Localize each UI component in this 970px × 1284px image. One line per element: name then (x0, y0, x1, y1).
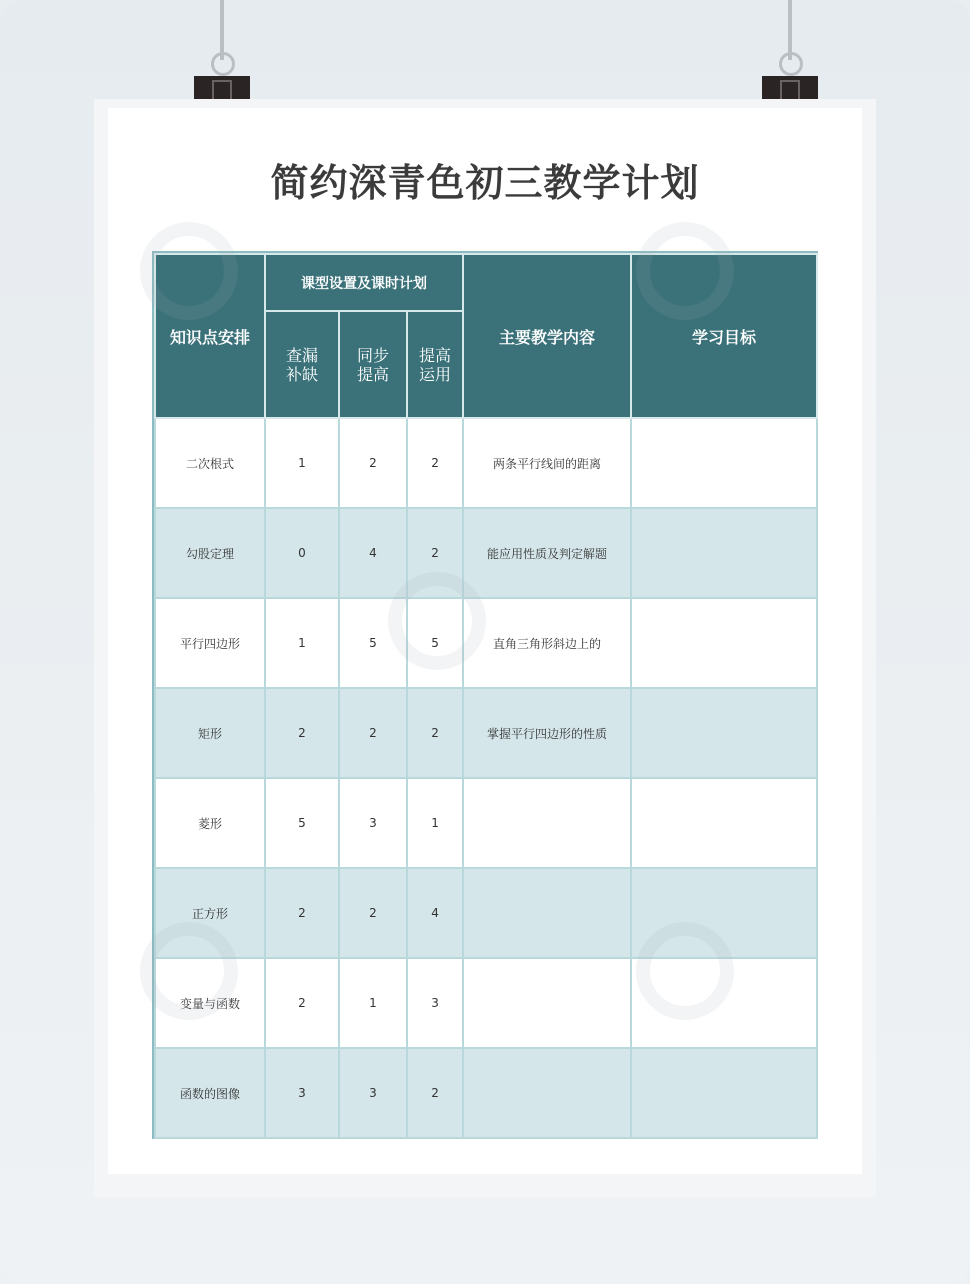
cell-sync: 3 (339, 1048, 407, 1138)
cell-content: 直角三角形斜边上的 (463, 598, 631, 688)
cell-review: 5 (265, 778, 339, 868)
cell-knowledge: 平行四边形 (155, 598, 265, 688)
table-row (155, 778, 817, 868)
cell-content: 能应用性质及判定解题 (463, 508, 631, 598)
cell-sync: 5 (339, 598, 407, 688)
header-sub-review (265, 311, 339, 418)
table-row (155, 418, 817, 508)
table-row (155, 958, 817, 1048)
cell-apply: 4 (407, 868, 463, 958)
clip-ring-right (779, 52, 803, 76)
cell-content (463, 1048, 631, 1138)
header-knowledge: 知识点安排 (155, 254, 265, 418)
cell-review: 2 (265, 688, 339, 778)
cell-sync: 4 (339, 508, 407, 598)
cell-goal (631, 688, 817, 778)
header-sub-apply-text: 提高运用 (419, 345, 452, 384)
header-sub-sync (339, 311, 407, 418)
teaching-plan-table (154, 253, 818, 1139)
cell-apply: 3 (407, 958, 463, 1048)
cell-knowledge: 正方形 (155, 868, 265, 958)
cell-sync: 2 (339, 868, 407, 958)
cell-knowledge: 菱形 (155, 778, 265, 868)
cell-knowledge: 变量与函数 (155, 958, 265, 1048)
cell-sync: 2 (339, 418, 407, 508)
header-goal: 学习目标 (631, 254, 817, 418)
cell-review: 2 (265, 958, 339, 1048)
cell-apply: 2 (407, 418, 463, 508)
cell-review: 1 (265, 418, 339, 508)
cell-goal (631, 778, 817, 868)
cell-review: 2 (265, 868, 339, 958)
hanging-wire-left (220, 0, 224, 60)
table-row (155, 598, 817, 688)
cell-goal (631, 598, 817, 688)
teaching-plan-table-container (152, 251, 818, 1139)
cell-apply: 2 (407, 688, 463, 778)
cell-apply: 5 (407, 598, 463, 688)
header-course-plan: 课型设置及课时计划 (265, 254, 463, 311)
cell-knowledge: 勾股定理 (155, 508, 265, 598)
table-row (155, 868, 817, 958)
cell-content (463, 958, 631, 1048)
cell-goal (631, 958, 817, 1048)
cell-goal (631, 1048, 817, 1138)
cell-knowledge: 二次根式 (155, 418, 265, 508)
cell-review: 1 (265, 598, 339, 688)
cell-apply: 2 (407, 508, 463, 598)
table-row (155, 508, 817, 598)
cell-sync: 2 (339, 688, 407, 778)
table-row (155, 1048, 817, 1138)
cell-content (463, 868, 631, 958)
cell-sync: 1 (339, 958, 407, 1048)
clip-ring-left (211, 52, 235, 76)
cell-goal (631, 868, 817, 958)
header-sub-sync-text: 同步提高 (356, 345, 389, 384)
document-title: 简约深青色初三教学计划 (270, 161, 700, 205)
cell-review: 3 (265, 1048, 339, 1138)
header-sub-apply (407, 311, 463, 418)
cell-sync: 3 (339, 778, 407, 868)
header-sub-review-text: 查漏补缺 (285, 345, 318, 384)
cell-knowledge: 矩形 (155, 688, 265, 778)
cell-content: 两条平行线间的距离 (463, 418, 631, 508)
hanging-wire-right (788, 0, 792, 60)
cell-knowledge: 函数的图像 (155, 1048, 265, 1138)
cell-review: 0 (265, 508, 339, 598)
table-row (155, 688, 817, 778)
cell-apply: 2 (407, 1048, 463, 1138)
cell-content (463, 778, 631, 868)
cell-goal (631, 508, 817, 598)
cell-content: 掌握平行四边形的性质 (463, 688, 631, 778)
cell-apply: 1 (407, 778, 463, 868)
cell-goal (631, 418, 817, 508)
header-content: 主要教学内容 (463, 254, 631, 418)
